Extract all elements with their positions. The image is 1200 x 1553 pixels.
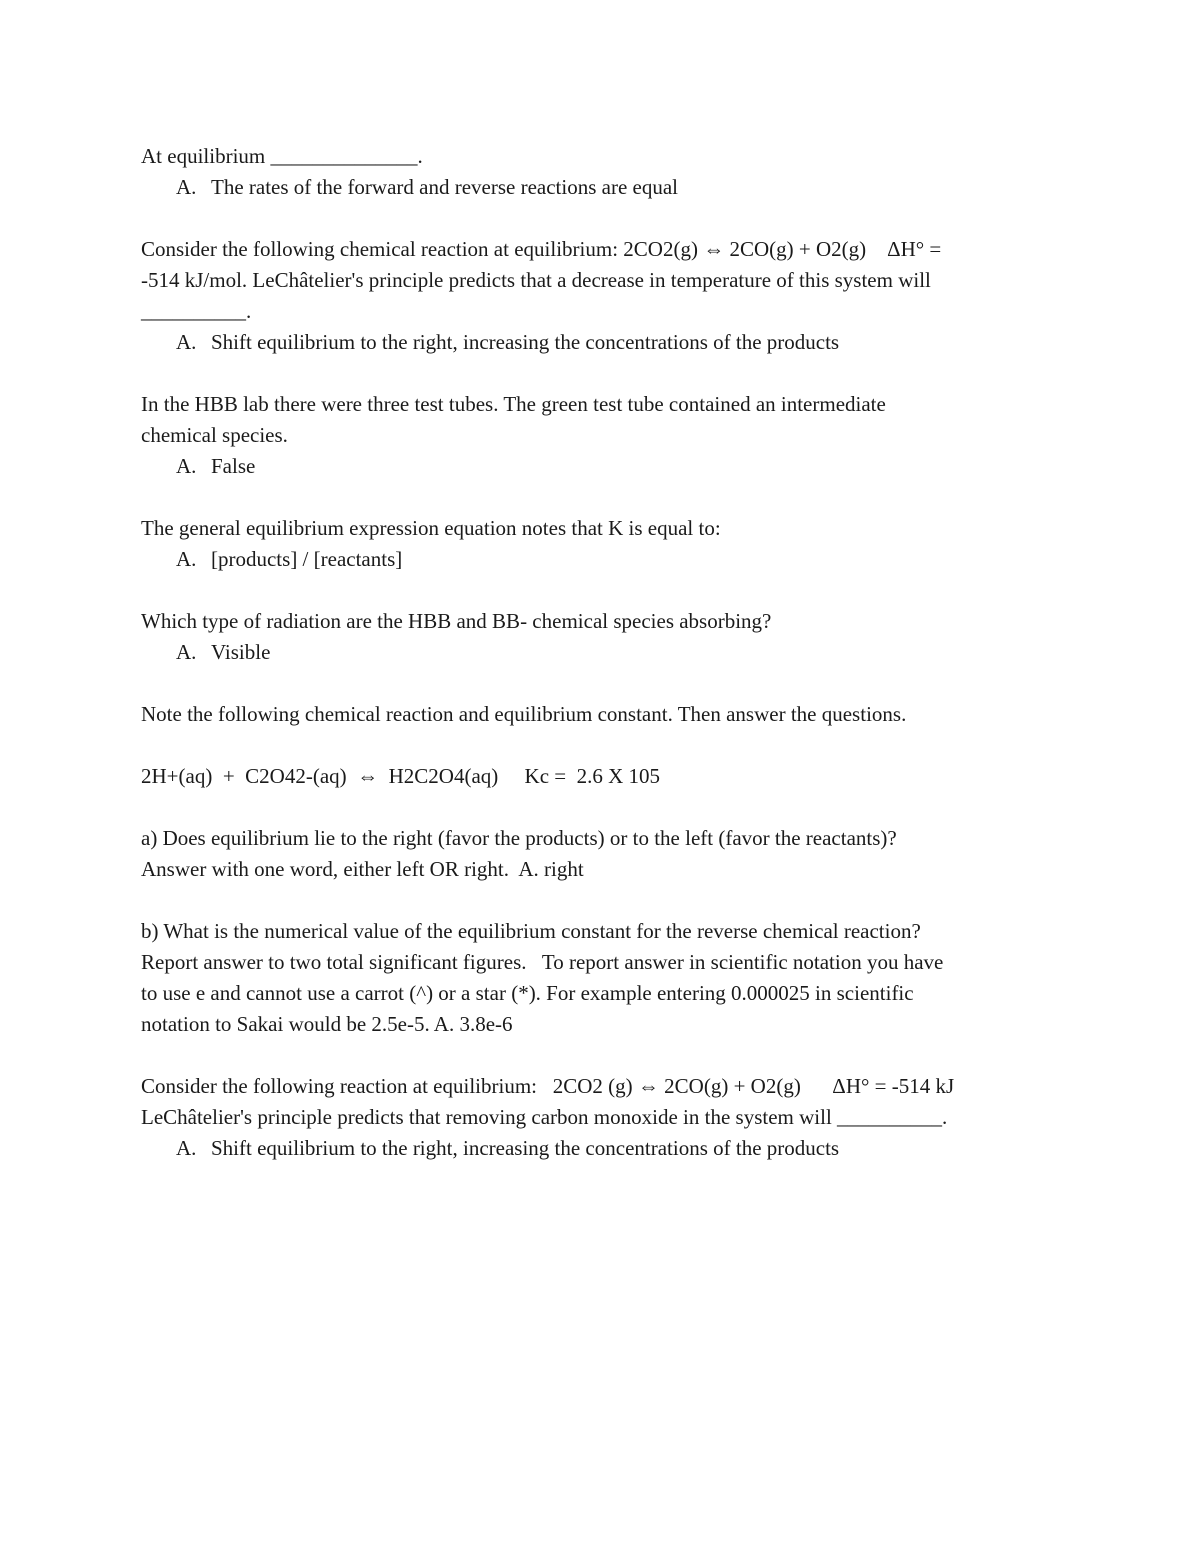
note-part-a [141, 823, 1071, 885]
answer-letter: A. [176, 454, 197, 478]
answer-letter: A. [176, 547, 197, 571]
note-part-b [141, 916, 1071, 1040]
answer-letter: A. [176, 175, 197, 199]
question-final [141, 1071, 1071, 1164]
question-2 [141, 234, 1071, 358]
question-2-line-3: __________. [141, 299, 252, 323]
note-intro-text: Note the following chemical reaction and equilibrium constant. Then answer the questions. [141, 702, 907, 726]
question-1-answer [141, 172, 1071, 203]
answer-text: Shift equilibrium to the right, increasing the concentrations of the products [211, 1136, 840, 1160]
question-final-line-1: Consider the following reaction at equilibrium: 2CO2 (g) ⇔ 2CO(g) + O2(g) ΔH° = -514 kJ [141, 1074, 955, 1098]
note-intro [141, 699, 1071, 730]
question-5-line-1: Which type of radiation are the HBB and BB- chemical species absorbing? [141, 609, 772, 633]
answer-text: The rates of the forward and reverse reactions are equal [211, 175, 679, 199]
question-2-line-1: Consider the following chemical reaction at equilibrium: 2CO2(g) ⇔ 2CO(g) + O2(g) ΔH° = [141, 237, 942, 261]
question-3 [141, 389, 1071, 482]
equation-text: 2H+(aq) + C2O42-(aq) ⇔ H2C2O4(aq) Kc = 2.6 X 105 [141, 764, 661, 788]
part-b-line-1: b) What is the numerical value of the equilibrium constant for the reverse chemical reaction? [141, 919, 921, 943]
question-5-answer [141, 637, 1071, 668]
question-5 [141, 606, 1071, 668]
answer-letter: A. [176, 330, 197, 354]
question-3-answer [141, 451, 1071, 482]
question-2-line-2: -514 kJ/mol. LeChâtelier's principle predicts that a decrease in temperature of this system will [141, 268, 931, 292]
question-3-line-2: chemical species. [141, 423, 288, 447]
answer-letter: A. [176, 1136, 197, 1160]
question-3-line-1: In the HBB lab there were three test tubes. The green test tube contained an intermediate [141, 392, 886, 416]
note-equation [141, 761, 1071, 792]
question-1 [141, 141, 1071, 203]
document-body [141, 141, 1071, 1195]
question-final-line-2: LeChâtelier's principle predicts that removing carbon monoxide in the system will __________. [141, 1105, 948, 1129]
part-b-line-3: to use e and cannot use a carrot (^) or a star (*). For example entering 0.000025 in scientific [141, 981, 914, 1005]
part-b-line-2: Report answer to two total significant figures. To report answer in scientific notation you have [141, 950, 944, 974]
answer-letter: A. [176, 640, 197, 664]
question-4-answer [141, 544, 1071, 575]
part-b-line-4: notation to Sakai would be 2.5e-5. A. 3.8e-6 [141, 1012, 513, 1036]
answer-text: Visible [211, 640, 271, 664]
part-a-line-1: a) Does equilibrium lie to the right (favor the products) or to the left (favor the reactants)? [141, 826, 897, 850]
question-final-answer [141, 1133, 1071, 1164]
answer-text: False [211, 454, 256, 478]
part-a-line-2: Answer with one word, either left OR right. A. right [141, 857, 584, 881]
question-4 [141, 513, 1071, 575]
answer-text: Shift equilibrium to the right, increasing the concentrations of the products [211, 330, 840, 354]
question-4-line-1: The general equilibrium expression equation notes that K is equal to: [141, 516, 721, 540]
question-2-answer [141, 327, 1071, 358]
answer-text: [products] / [reactants] [211, 547, 403, 571]
question-1-line-1: At equilibrium ______________. [141, 144, 423, 168]
